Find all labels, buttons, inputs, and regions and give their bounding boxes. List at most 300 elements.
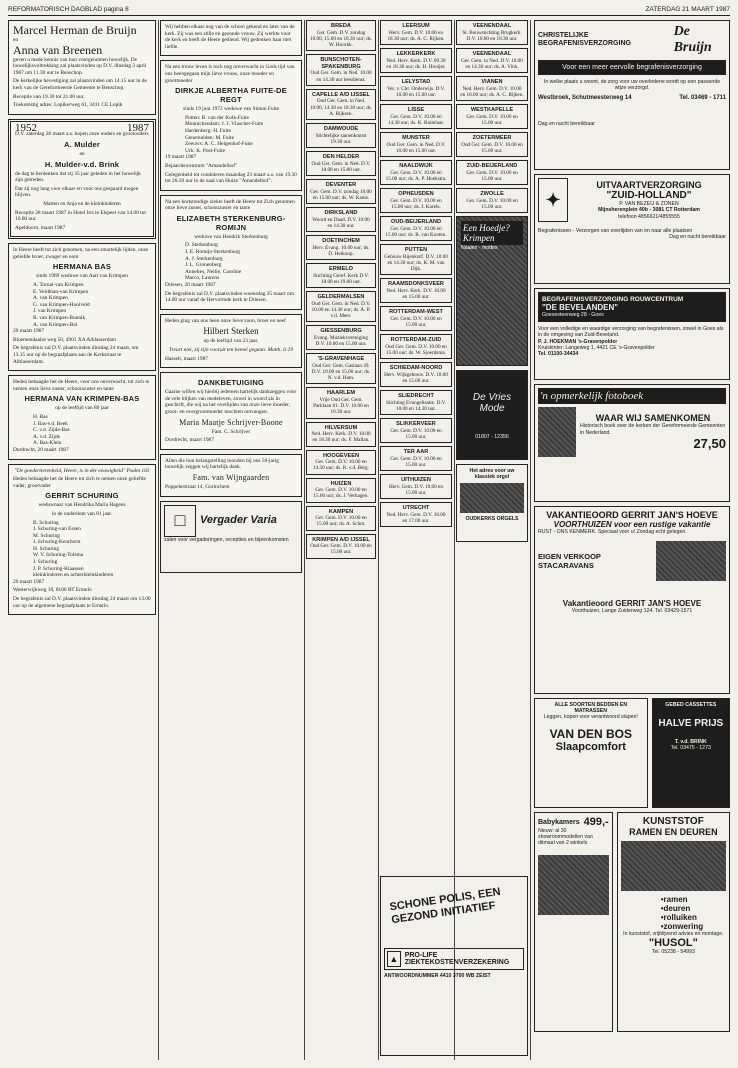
masthead-left: REFORMATORISCH DAGBLAD pagina 8: [8, 6, 129, 13]
church-service-listing: [306, 291, 376, 322]
church-service-listing: [306, 450, 376, 475]
service-details: Ger. Gem. D.V. 10.00 en 15.00 uur; ds. R. van Kooten.: [385, 225, 447, 238]
family-member: J. E. Romijn-Sterkenburg: [185, 249, 241, 256]
service-location: LEKKERKERK: [396, 51, 436, 57]
church-service-listing: [380, 48, 452, 73]
product-item: • deuren: [661, 904, 726, 913]
service-details: Ger. Gem. D.V. 10.00 en 15.00 uur.: [466, 197, 518, 210]
ad-brand: PRO-LIFE ZIEKTEKOSTENVERZEKERING: [404, 952, 510, 966]
notice-address: Poppelerstraat 14, Gorinchem: [165, 483, 230, 490]
organ-icon: [460, 483, 524, 513]
service-location: BUNSCHOTEN-SPAKENBURG: [320, 57, 362, 70]
ad-title: Vergader Varia: [200, 514, 277, 527]
deceased-name: DIRKJE ALBERTHA FUITE-DE REGT: [175, 86, 287, 105]
vergader-varia-ad: [160, 501, 302, 573]
family-member: M. Schuring: [33, 532, 60, 539]
notice-intro: In Heere heeft tot zich genomen, na een smartelijk lijden, onze geliefde broer, zwager en oom: [13, 247, 149, 260]
thank-you-body: Gaarne willen wij hierbij iedereen hartelijk dankzeggen voor de vele blijken van medeleven, zowel in woord als in geschrift, die wij na het overlijden van onze lieve moeder, groot- en overgrootmoeder mochten ontvangen.: [165, 389, 297, 415]
column-divider: [530, 20, 531, 1060]
service-location: 'S-GRAVENHAGE: [317, 356, 365, 363]
service-location: SLIKKERVEER: [396, 421, 436, 428]
service-details: Ger. Gem. D.V. 10.00 en 15.00 uur; ds. J. Karels.: [390, 197, 442, 210]
family-member: Marco, Laurens: [185, 275, 220, 282]
service-details: Ned. Herv. Gem. D.V. 10.00 en 17.00 uur.: [386, 511, 446, 524]
service-details: Woord en Daad. D.V. 10.00 en 14.30 uur.: [312, 216, 370, 229]
ad-title: Een Hoedje? Krimpen: [461, 221, 523, 245]
church-service-listing: [380, 244, 452, 275]
ad-footer: Dag en nacht bereikbaar: [669, 234, 726, 241]
service-location: LEERSUM: [402, 23, 430, 29]
church-services-column-a: [306, 20, 376, 1060]
church-services-column-c: [456, 20, 528, 213]
family-list: [13, 414, 151, 447]
ad-phone: telefoon 4856621/4855555: [618, 213, 680, 220]
service-details: Oud Ger. Gem. D.V. 10.00 en 15.00 uur.: [461, 141, 523, 154]
ad-body: Voor een volledige en waardige verzorging van begrafenissen, zowel in Goes als in de omgeving van Zuid-Beveland.: [538, 326, 724, 339]
notice-date: 20 maart 1987: [13, 578, 45, 585]
service-location: WESTKAPELLE: [470, 107, 514, 113]
ad-brand: VAN DEN BOS: [549, 726, 633, 741]
church-service-listing: [456, 76, 528, 101]
memorial-text: [160, 20, 302, 56]
ad-title: GEBED CASSETTES: [665, 702, 717, 708]
church-service-listing: [380, 188, 452, 213]
service-details: Ger. Gem. D.V. 10.00 en 15.00 uur.: [466, 169, 518, 182]
thank-you-notice: [160, 372, 302, 450]
masthead-right: ZATERDAG 21 MAART 1987: [645, 6, 730, 13]
notice-intro: Na een trouw leven is toch nog onverwacht in Gods tijd van ons heengegaan mijn lieve vrouw, onze moeder en grootmoeder: [165, 64, 295, 84]
service-details: Ger. Gem. D.V. 10.00 en 14.30 uur; ds. K. Buitelaar.: [387, 113, 445, 126]
year-end: 1987: [127, 121, 149, 134]
person-name: H. Mulder-v.d. Brink: [44, 159, 120, 169]
ad-body: In kunststof, vrijblijvend advies en montage.: [623, 931, 724, 937]
notice-date: Driesen, 20 maart 1987: [165, 282, 216, 289]
service-details: Oud Ger. Gem. in Ned. D.V. 10.00 en 15.00 uur.: [386, 141, 446, 154]
service-location: DOETINCHEM: [322, 238, 360, 244]
announcement-text: De kerkelijke bevestiging zal plaatsvinden om 14.15 uur in de kerk van de Gereformeerde Gemeente te Benschop.: [13, 78, 147, 91]
reception: Receptie 28 maart 1987 in Hotel Iris te Elspeet van 14.00 tot 16.00 uur.: [15, 209, 146, 223]
dove-logo-icon: ✦: [538, 178, 568, 222]
service-details: Oud Ger. Gem. in Ned. D.V. 10.00 en 15.00 uur.: [311, 160, 371, 173]
notice-date: Dordrecht, maart 1987: [165, 437, 214, 444]
service-details: Stichting Evangelisatie. D.V. 10.00 en 14.30 uur.: [386, 399, 446, 412]
funeral-details: De begrafenis zal D.V. plaatsvinden dinsdag 24 maart, om 13.15 uur op de begraafplaats aan de Kerkstraat te Alblasserdam.: [13, 345, 139, 365]
ad-phone: Tel. 05238 - 54993: [651, 949, 695, 956]
bride-name: Anna van Breenen: [13, 42, 103, 57]
death-notice: [8, 464, 156, 616]
ad-slogan: VOORTHUIZEN voor een rustige vakantie: [553, 520, 711, 529]
photobook-ad: [534, 384, 730, 502]
ad-phone: Tel. 01100-34434: [538, 351, 579, 358]
funeral-details: De begrafenis zal D.V. plaatsvinden woensdag 25 maart om 14.00 uur vanaf de Hervormde kerk te Driesen.: [165, 290, 294, 304]
ad-body: zalen voor vergaderingen, recepties en bijeenkomsten: [164, 536, 289, 543]
service-details: Ned. Herv. Kerk. D.V. 10.00 en 18.30 uur; ds. F. Mallan.: [311, 431, 371, 444]
notice-date: 19 maart 1987: [165, 154, 197, 161]
ad-address: Goesesteenweg 28 - Goes: [542, 312, 604, 318]
family-member: J. van Krimpen: [33, 308, 67, 315]
ad-title: CHRISTELIJKE BEGRAFENISVERZORGING: [538, 31, 631, 47]
service-details: Ger. Gem. D.V. zondag 10.00 en 15.00 uur; ds. W. Kanis.: [310, 188, 372, 201]
service-location: CAPELLE A/D IJSSEL: [312, 91, 370, 98]
ad-slogan: SCHONE POLIS, EEN GEZOND INITIATIEF: [388, 885, 502, 927]
de-bruijn-funeral-ad: [534, 20, 730, 170]
service-location: UTRECHT: [402, 505, 430, 512]
announcement-text: de dag te herdenken dat zij 35 jaar geleden in het huwelijk zijn getreden.: [15, 170, 141, 184]
column-1: [8, 20, 156, 1060]
service-location: SCHIEDAM-NOORD: [389, 365, 443, 372]
notice-intro: Heden behaagde het de Heere tot zich te nemen onze geliefde vader, grootvader: [13, 476, 146, 489]
family-signature: Marten en Anja en de kleinkinderen: [43, 200, 121, 207]
family-member: G. van Krimpen-Hooiveld: [33, 301, 90, 308]
gerrit-jans-hoeve-ad: [534, 506, 730, 694]
church-service-listing: [306, 387, 376, 418]
baby-room-photo: [538, 855, 609, 915]
ad-address: Mijnsherenplein 40b - 3081 CT Rotterdam: [598, 207, 700, 214]
death-notice: [160, 195, 302, 310]
book-price: 27,50: [693, 435, 726, 451]
church-service-listing: [380, 334, 452, 359]
book-cover-icon: [538, 407, 576, 457]
ad-headline: HALVE PRIJS: [658, 718, 724, 730]
service-details: Oud Ger. Gem. in Ned. 10.00 en 14.30 uur leesdienst.: [310, 70, 372, 83]
church-service-listing: [306, 263, 376, 288]
ad-title: VAKANTIEOORD GERRIT JAN'S HOEVE: [546, 510, 718, 520]
family-member: J. L. Gronenberg: [185, 262, 222, 269]
ad-title: 'n opmerkelijk fotoboek: [538, 388, 726, 404]
service-location: NAALDWIJK: [399, 163, 433, 169]
service-details: Ger. Gem. in Ned. D.V. 10.00 en 14.30 uur; ds. A. Vink.: [461, 57, 523, 70]
family-signature: Fam. C. Schrijver: [211, 428, 251, 435]
service-location: SLIEDRECHT: [398, 393, 434, 400]
family-member: J. Schuring: [33, 559, 58, 566]
announcement-text: Dat zij nog lang voor elkaar en voor ons gespaard mogen blijven.: [15, 185, 139, 199]
caravan-sale-title: EIGEN VERKOOP STACARAVANS: [538, 552, 601, 571]
ad-title: De Vries Mode: [472, 392, 512, 414]
church-service-listing: [380, 474, 452, 499]
service-location: HILVERSUM: [324, 424, 358, 431]
ad-footer-title: Vakantieoord GERRIT JAN'S HOEVE: [562, 599, 702, 609]
family-member: W. Y. Schuring-Tolsma: [33, 552, 84, 559]
ad-brand: De Bruijn: [673, 24, 712, 55]
family-member: J. Schuring-Keurhorst: [33, 539, 81, 546]
church-service-listing: [306, 179, 376, 204]
announcement-text: geven u mede kennis van hun voorgenomen huwelijk. De huwelijksvoltrekking zal plaatsvinden op D.V. dinsdag 3 april 1987 om 11.30 uur te Benschop.: [13, 56, 147, 76]
ad-phone: Tel. 03475 - 1273: [670, 745, 711, 752]
ad-footer: Dag en nacht bereikbaar: [538, 121, 595, 128]
church-service-listing: [306, 506, 376, 531]
service-location: KRIMPEN A/D IJSSEL: [312, 536, 370, 543]
service-location: DEVENTER: [325, 182, 357, 188]
death-notice: [8, 243, 156, 371]
service-location: GELDERMALSEN: [317, 294, 365, 300]
notice-intro: Na een kortstondige ziekte heeft de Heere tot Zich genomen onze lieve zuster, schoonzuster en tante: [165, 198, 295, 212]
service-location: ROTTERDAM-ZUID: [390, 337, 442, 344]
service-location: ZUID-BEIJERLAND: [466, 163, 518, 169]
year-start: 1952: [15, 121, 37, 134]
notice-date: 20 maart 1987: [13, 328, 45, 335]
church-service-listing: [306, 353, 376, 384]
ad-title-2: RAMEN EN DEUREN: [629, 827, 718, 837]
church-service-listing: [456, 48, 528, 73]
product-item: • ramen: [661, 895, 726, 904]
notice-date: Dordrecht, 20 maart 1987: [13, 446, 69, 453]
deceased-name: GERRIT SCHURING: [45, 491, 119, 501]
family-member: Genemuiden: M. Fuite: [185, 134, 234, 141]
family-member: B. van Krimpen-Bunnik: [33, 315, 86, 322]
family-list: [165, 242, 297, 282]
groom-name: Marcel Herman de Bruijn: [13, 23, 137, 37]
product-item: • rolluiken: [661, 913, 726, 922]
service-location: VEENENDAAL: [472, 51, 512, 57]
pro-life-ad: [380, 876, 528, 1056]
family-member: A. van Krimpen-Bol: [33, 321, 78, 328]
bedding-ad: [534, 698, 648, 808]
service-location: TER AAR: [403, 449, 429, 456]
condolence-details: Gelegenheid tot condoleren maandag 23 maart a.s. van 19.30 tot 20.30 uur in de zaal van Huize "Amandelhof".: [165, 171, 297, 185]
service-details: Stichting Geref. Kerk D.V. 10.00 en 19.00 uur.: [313, 272, 369, 285]
service-details: Ver. v. Chr. Onderwijs. D.V. 10.00 en 15.00 uur.: [386, 85, 446, 98]
thank-you-notice: [160, 454, 302, 497]
notice-intro: Heden behaagde het de Heere, voor ons onverwacht, tot zich te nemen onze lieve zuster, schoonzuster en tante: [13, 379, 150, 392]
service-location: OPHEUSDEN: [398, 191, 434, 197]
service-details: Oud Ger. Gem. D.V. 10.00 en 15.00 uur; ds. W. Sjoerdsma.: [385, 343, 447, 356]
thank-you-body: Allen die hun belangstelling toonden bij ons 50-jarig huwelijk zeggen wij hartelijk dank.: [165, 457, 279, 471]
church-service-listing: [306, 20, 376, 51]
deceased-name: ELIZABETH STERKENBURG-ROMIJN: [176, 213, 286, 232]
family-signature: Fam. van Wijngaarden: [192, 472, 270, 482]
service-location: LISSE: [407, 107, 425, 113]
chair-icon: □: [164, 505, 196, 537]
ad-title-2: "DE BEVELANDEN": [542, 303, 619, 312]
service-location: UITHUIZEN: [401, 477, 431, 484]
newspaper-page: [8, 4, 730, 1064]
notice-address: Bloemendaalse weg 50, 4901 XA Alblasserdam: [13, 336, 117, 343]
ad-brand: "HUSOL": [648, 937, 698, 950]
service-location: DEN HELDER: [322, 154, 360, 160]
church-service-listing: [306, 235, 376, 260]
ad-title: BEGRAFENISVERZORGING ROUWCENTRUM: [542, 296, 684, 303]
church-service-listing: [380, 216, 452, 241]
service-location: ROTTERDAM-WEST: [389, 309, 443, 316]
service-details: Ger. Gem. D.V. 10.00 en 14.30 uur; ds. R. v.d. Berg.: [313, 459, 369, 472]
service-details: Ger. Gem. D.V. 10.00 en 15.00 uur.: [390, 455, 442, 468]
deceased-age: in de ouderdom van 81 jaar.: [51, 510, 113, 517]
notice-address: Westerwijkweg 10, 8106 RT Ermelo: [13, 587, 92, 594]
service-details: Herv. Wijkgebouw. D.V. 10.00 en 15.00 uur.: [384, 371, 448, 384]
service-location: PUTTEN: [404, 247, 428, 253]
deceased-name: Hilbert Sterken: [203, 326, 259, 337]
death-notice: [160, 60, 302, 190]
ad-title: Babykamers: [538, 818, 580, 826]
church-service-listing: [456, 132, 528, 157]
church-service-listing: [456, 160, 528, 185]
church-service-listing: [380, 418, 452, 443]
service-details: Stichtelijke samenkomst 19.30 uur.: [315, 132, 367, 145]
family-member: D. Sterkenburg: [185, 242, 218, 249]
service-details: Oud Ger. Gem. D.V. 10.00 en 15.00 uur.: [310, 543, 372, 556]
ad-brand-2: Slaapcomfort: [555, 740, 626, 753]
bible-verse: Treurt niet, zij zijn vooruit ten hemel gegaan. Matth. 6:19: [168, 347, 294, 353]
service-location: HUIZEN: [330, 480, 352, 487]
service-location: DIRKSLAND: [324, 210, 358, 216]
kunststof-ramen-ad: [617, 812, 730, 1032]
family-member: J. P. Schuring-Klaassen: [33, 565, 84, 572]
funeral-details: De begrafenis zal D.V. plaatsvinden dinsdag 24 maart om 13.00 uur op de algemene begraafplaats te Ermelo.: [13, 596, 151, 609]
conjunction: en: [13, 37, 19, 43]
service-details: Ger. Gem. D.V. 10.00 en 15.00 uur.: [466, 113, 518, 126]
church-service-listing: [380, 20, 452, 45]
church-service-listing: [380, 502, 452, 527]
service-location: ZOETERMEER: [472, 135, 512, 141]
deceased-name: HERMANA VAN KRIMPEN-BAS: [24, 394, 140, 404]
ad-phone: Tel. 03469 - 1711: [679, 95, 726, 102]
service-location: ZWOLLE: [480, 191, 504, 197]
babykamers-ad: [534, 812, 613, 1032]
church-service-listing: [306, 534, 376, 559]
church-service-listing: [456, 104, 528, 129]
church-service-listing: [380, 446, 452, 471]
church-service-listing: [380, 362, 452, 387]
ad-title: UITVAARTVERZORGING: [596, 180, 702, 191]
place-date: Apeldoorn, maart 1987: [15, 224, 66, 231]
ad-body: In welke plaats u woont, de zorg voor uw overledene wordt op een passende wijze verzorgd.: [543, 79, 721, 92]
ad-body: Begrafenissen - Verzorgen van overlijden van en naar alle plaatsen: [538, 228, 693, 234]
column-divider: [158, 20, 159, 1060]
church-service-listing: [306, 89, 376, 120]
service-details: St. Bouwstichting Brugkerk. D.V. 10.00 en 18.30 uur.: [462, 29, 522, 42]
ad-title: ALLE SOORTEN BEDDEN EN MATRASSEN: [554, 702, 628, 715]
service-location: BREDA: [331, 23, 351, 29]
ad-title: KUNSTSTOF: [642, 816, 704, 827]
service-details: Vrije Oud Ger. Gem. Parklaan 81. D.V. 10.00 en 16.30 uur.: [313, 397, 369, 416]
service-details: Ger. Gem. D.V. 10.00 en 15.00 uur.: [390, 315, 442, 328]
family-member: H. Bas: [33, 413, 48, 420]
future-address: Toekomstig adres: Lopikerweg 61, 3411 CE Lopik: [13, 102, 123, 109]
masthead: [8, 4, 730, 16]
family-list: [13, 282, 151, 328]
announcement-text: D.V. zaterdag 28 maart a.s. hopen onze ouders en grootouders: [15, 131, 149, 138]
family-member: H. Schuring: [33, 545, 60, 552]
deceased-name: Maria Maatje Schrijver-Boone: [179, 417, 283, 427]
family-member: A. v.d. Zijde: [33, 433, 61, 440]
church-service-listing: [306, 54, 376, 86]
family-list: [13, 520, 151, 579]
anniversary-announcement: [8, 119, 156, 240]
service-location: VIANEN: [481, 79, 503, 85]
death-notice: [160, 314, 302, 368]
family-member: C. v.d. Zijde-Bas: [33, 427, 70, 434]
ad-body: Historisch boek over de kerken der Gereformeerde Gemeenten in Nederland.: [580, 423, 726, 436]
service-details: Oud Ger. Gem. in Ned. 10.00, 14.30 en 18.30 uur; ds. A. Rijksen.: [310, 98, 372, 117]
zuid-holland-funeral-ad: [534, 174, 730, 284]
memorial-body: Wij hebben elkaar nog van de school gekend en later van de kerk. Zij was een stille en gezonde vrouw. Zij werkte voor de kerk en heeft de Heere gediend. Wij gedenken haar met liefde.: [165, 24, 295, 50]
service-details: Oud Ger. Gem. Gaslaan 49. D.V. 10.00 en 15.00 uur; ds. N. v.d. Ham.: [311, 362, 371, 382]
service-details: Ned. Herv. Gem. D.V. 10.00 en 18.00 uur; ds. A. C. Rijken.: [460, 85, 524, 98]
deceased-subtitle: sinds 1969 weduwe van Aart van Krimpen: [36, 273, 128, 280]
service-details: Ger. Gem. D.V. 10.00 en 15.00 uur.: [390, 427, 442, 440]
person-name: A. Mulder: [64, 139, 100, 149]
ad-title: Het adres voor uw klassiek orgel: [469, 468, 515, 481]
service-details: Evang. Muziekvereniging D.V. 10.00 en 15.00 uur.: [314, 334, 368, 347]
service-details: Ned. Herv. Kerk. D.V. 10.00 en 15.00 uur.: [386, 287, 446, 300]
church-service-listing: [380, 132, 452, 157]
pro-life-logo-icon: ▲: [387, 951, 401, 967]
service-details: Herv. Gem. D.V. 10.00 en 15.00 uur.: [389, 483, 443, 496]
notice-date: Hasselt, maart 1987: [165, 355, 208, 362]
family-member: Monnickendam: J. J. Vlascher-Fuite: [185, 121, 264, 128]
family-member: J. Schuring-van Essen: [33, 526, 81, 533]
family-member: Putten: B. van der Kolk-Fuite: [185, 114, 249, 121]
service-location: RAAMSDONKSVEER: [388, 281, 444, 288]
product-item: • zonwering: [661, 922, 726, 931]
ad-title-2: "ZUID-HOLLAND": [606, 190, 692, 202]
church-service-listing: [380, 278, 452, 303]
ad-body: RUST - ONS KENMERK. Speciaal voor u! Zondag echt gelegen.: [538, 529, 687, 535]
ad-owner: P. VAN BEZEIJ & ZONEN: [619, 201, 679, 208]
ad-phone: 01807 - 12356: [475, 434, 509, 440]
church-service-listing: [380, 76, 452, 101]
ad-slogan: Voor een meer eervolle begrafenisverzorging: [538, 60, 726, 75]
deceased-name: HERMANA BAS: [52, 262, 112, 272]
family-member: Urk: K. Post-Fuite: [185, 147, 225, 154]
ad-brand: OUDKERKS ORGELS: [465, 516, 519, 523]
family-member: Zeeuws: A. C. Helgenhof-Fuite: [185, 141, 253, 148]
service-details: Ger. Gem. D.V. 10.00 en 15.00 uur; ds. A. P. Hoekstra.: [385, 169, 447, 182]
family-member: A. Bas-Klein: [33, 440, 62, 447]
bevelanden-funeral-ad: [534, 288, 730, 380]
notice-address: Bejaardencentrum "Amandelhof": [165, 162, 238, 169]
family-member: B. Schuring: [33, 519, 59, 526]
service-location: HAARLEM: [327, 390, 355, 397]
family-member: A. Tornai-van Krimpen: [33, 282, 84, 289]
service-location: MUNSTER: [402, 135, 430, 141]
family-member: Hardenberg: H. Fuite: [185, 127, 231, 134]
organ-ad: [456, 464, 528, 542]
church-service-listing: [380, 306, 452, 331]
family-member: A. van Krimpen: [33, 295, 68, 302]
church-service-listing: [380, 104, 452, 129]
product-list: [621, 895, 726, 931]
ad-body: Nieuw: al 30 showroommodellen van ditmaal van 2 winkels: [538, 828, 593, 847]
church-service-listing: [380, 160, 452, 185]
church-service-listing: [306, 325, 376, 350]
hat-ad: [456, 216, 528, 366]
service-details: Ned. Herv. Kerk. D.V. 09.30 en 18.30 uur; ds. H. Hooijer.: [386, 57, 446, 70]
service-details: Herv. Evang. 10.00 uur; ds. D. Heikoop.: [312, 244, 370, 257]
column-2: [160, 20, 302, 1060]
family-member: kleinkinderen en achterkleinkinderen: [33, 572, 114, 579]
family-list: [165, 115, 297, 155]
service-details: Ger. Gem. D.V. 10.00 en 15.00 uur; ds. A. Schot.: [315, 515, 367, 528]
deceased-subtitle: sinds 19 juni 1972 weduwe van Simon Fuite: [183, 106, 279, 113]
service-details: Ger. Gem. D.V. zondag 10.00, 15.00 en 18.30 uur; ds. W. Hoorkk.: [310, 29, 372, 48]
column-divider: [378, 20, 379, 1060]
service-location: HOOGEVEEN: [322, 452, 360, 459]
deceased-subtitle: weduwe van Hendrik Sterkenburg: [194, 233, 268, 240]
column-divider: [304, 20, 305, 1060]
service-location: KAMPEN: [328, 508, 354, 515]
service-details: Ger. Gem. D.V. 10.00 en 15.00 uur; ds. J. Verhagen.: [313, 487, 369, 500]
service-location: ERMELO: [329, 266, 353, 272]
church-service-listing: [306, 123, 376, 148]
ad-contact: P. J. HOEKMAN 's-Gravenpolder: [538, 338, 618, 345]
deceased-subtitle: weduwnaar van Hendrika Maria Hagens: [38, 502, 126, 509]
ad-address: Westbroek, Schutmeesterweg 14: [538, 95, 632, 102]
family-member: A. J. Sterkenburg: [185, 255, 223, 262]
service-details: Gebouw Bijenkorf. D.V. 10.00 en 14.30 uur; ds. K. M. van Dijk.: [384, 253, 448, 272]
service-details: Herv. Gem. D.V. 10.00 en 18.30 uur; ds. A. C. Rijken.: [387, 29, 445, 42]
deceased-age: op de leeftijd van 23 jaar.: [203, 338, 259, 345]
